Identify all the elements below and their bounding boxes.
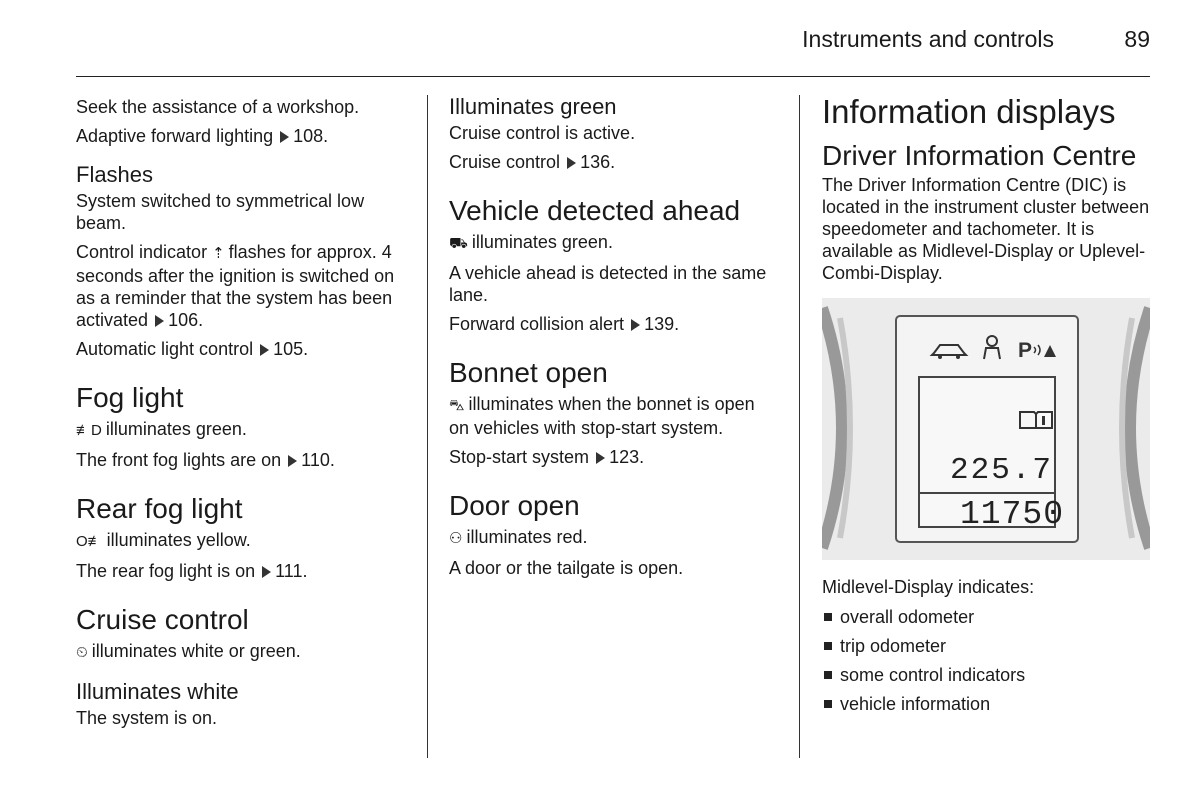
paragraph: The front fog lights are on 110. [76,450,335,470]
instrument-cluster-svg [822,298,1150,560]
paragraph: Forward collision alert 139. [449,314,680,334]
list-item: some control indicators [822,664,1150,686]
paragraph: A door or the tailgate is open. [449,558,684,578]
heading-rear-fog-light: Rear fog light [76,493,243,524]
paragraph: ⏲ illuminates white or green. [76,640,412,664]
page-ref-arrow-icon [567,157,576,169]
front-fog-light-icon: ≢D [76,422,102,439]
heading-information-displays: Information displays [822,93,1116,130]
heading-bonnet-open: Bonnet open [449,357,608,388]
trip-odometer-reading: 225.7 [950,453,1054,488]
heading-vehicle-detected: Vehicle detected ahead [449,195,741,226]
page-ref-arrow-icon [288,455,297,467]
page-ref-arrow-icon [280,131,289,143]
paragraph: ⛟ illuminates green. [449,231,769,255]
paragraph: Stop-start system 123. [449,447,645,467]
page-header [76,24,1150,77]
column-2 [449,92,769,579]
list-item: trip odometer [822,635,1150,657]
paragraph: ⛍ illuminates when the bonnet is open on vehicles with stop-start system. [449,394,755,438]
list-item: vehicle information [822,693,1150,715]
page-ref-arrow-icon [631,319,640,331]
heading-flashes: Flashes [76,162,154,187]
column-divider [799,95,800,758]
heading-door-open: Door open [449,490,580,521]
paragraph: ⚇ illuminates red. [449,526,769,550]
paragraph: Cruise control is active. [449,123,636,143]
paragraph: Midlevel-Display indicates: [822,577,1035,597]
tachometer-arc [1130,308,1150,548]
cruise-control-icon: ⏲ [76,644,88,661]
bonnet-open-icon: ⛍ [449,397,465,414]
column-1 [76,92,412,729]
speedometer-arc [822,308,842,548]
page-ref-arrow-icon [260,344,269,356]
paragraph: O≢ illuminates yellow. [76,529,412,553]
heading-illuminates-green: Illuminates green [449,94,617,119]
heading-illuminates-white: Illuminates white [76,679,239,704]
chapter-title: Instruments and controls [802,26,1054,52]
paragraph: Automatic light control 105. [76,339,309,359]
page-ref-arrow-icon [262,566,271,578]
park-assist-indicator: P [1018,339,1033,362]
vehicle-ahead-icon: ⛟ [449,235,468,252]
door-open-icon: ⚇ [449,530,463,547]
paragraph: The system is on. [76,708,218,728]
dic-display-illustration [822,298,1150,560]
column-3 [822,92,1150,715]
heading-driver-information-centre: Driver Information Centre [822,140,1137,171]
adaptive-light-indicator-icon: ⇡ [212,245,225,262]
paragraph: Control indicator ⇡ flashes for approx. 4 seconds after the ignition is switched on as a reminder that the system has been activated 106. [76,242,395,330]
page-ref-arrow-icon [155,315,164,327]
list-item: overall odometer [822,606,1150,628]
overall-odometer-reading: 11750 [960,496,1065,533]
heading-cruise-control: Cruise control [76,604,249,635]
heading-fog-light: Fog light [76,382,184,413]
paragraph: Cruise control 136. [449,152,616,172]
rear-fog-light-icon: O≢ [76,533,103,550]
paragraph: The rear fog light is on 111. [76,561,308,581]
indicator-list [822,606,1150,715]
page-ref-arrow-icon [596,452,605,464]
paragraph: The Driver Information Centre (DIC) is located in the instrument cluster between speedometer and tachometer. It is available as Midlevel-Display or Uplevel-Combi-Display. [822,175,1150,283]
paragraph: Adaptive forward lighting 108. [76,126,329,146]
paragraph: A vehicle ahead is detected in the same lane. [449,263,767,305]
paragraph: ≢D illuminates green. [76,418,412,442]
column-divider [427,95,428,758]
page-number: 89 [1124,26,1150,52]
paragraph: System switched to symmetrical low beam. [76,191,365,233]
paragraph: Seek the assistance of a workshop. [76,97,360,117]
